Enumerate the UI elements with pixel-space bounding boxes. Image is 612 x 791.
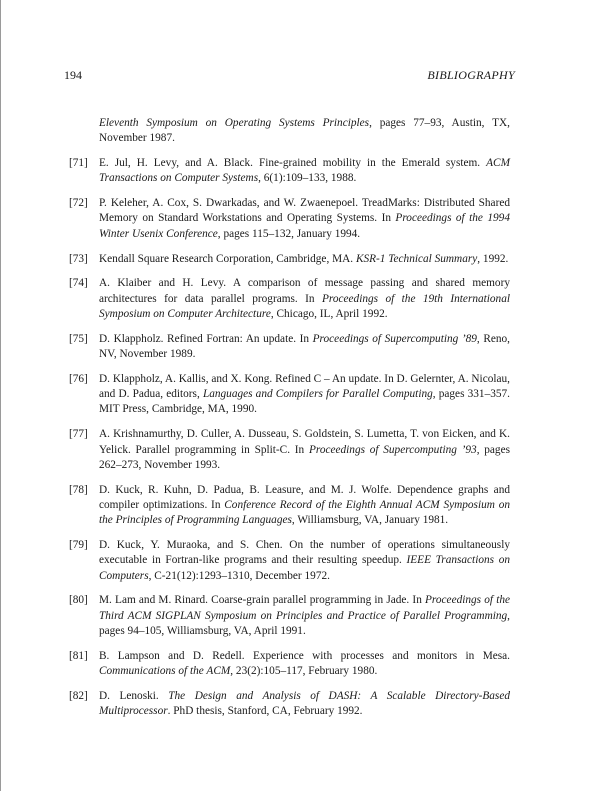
entry-label: [73]	[69, 252, 88, 265]
running-title: BIBLIOGRAPHY	[427, 68, 515, 82]
entry-details: , Reno, NV, November 1989.	[99, 332, 510, 361]
page-number: 194	[64, 68, 82, 82]
entry-venue: Languages and Compilers for Parallel Computing	[202, 388, 433, 401]
entry-venue: The Design and Analysis of DASH: A Scalable Directory-Based Multiprocessor	[99, 689, 510, 718]
entry-authors-title: A. Krishnamurthy, D. Culler, A. Dusseau, S. Goldstein, S. Lumetta, T. von Eicken, and K. Yelick. Parallel programming in Split-C. In	[99, 428, 510, 456]
continued-entry	[69, 116, 510, 147]
entry-venue: Conference Record of the Eighth Annual ACM Symposium on the Principles of Programming Languages	[99, 498, 510, 527]
entry-venue: Proceedings of the Third ACM SIGPLAN Symposium on Principles and Practice of Parallel Programming	[99, 594, 510, 622]
bib-entry-71	[69, 156, 510, 187]
bib-entry-81	[69, 649, 510, 680]
entry-details: , pages 331–357. MIT Press, Cambridge, MA, 1990.	[99, 388, 510, 416]
entry-details: , Chicago, IL, April 1992.	[270, 307, 388, 320]
entry-details: , pages 94–105, Williamsburg, VA, April 1991.	[99, 609, 510, 638]
entry-details: , 23(2):105–117, February 1980.	[230, 665, 378, 678]
bib-entry-79	[69, 538, 510, 584]
entry-details: , 1992.	[477, 252, 509, 265]
entry-authors-title: D. Kuck, Y. Muraoka, and S. Chen. On the number of operations simultaneously executable in Fortran-like programs and their resulting speedup.	[99, 539, 510, 567]
entry-venue: IEEE Transactions on Computers	[99, 554, 510, 582]
entry-authors-title: D. Lenoski.	[99, 689, 169, 702]
bib-entry-76	[69, 372, 510, 418]
bib-entry-77	[69, 427, 510, 473]
entry-venue: Proceedings of the 19th International Symposium on Computer Architecture	[99, 292, 510, 320]
entry-authors-title: Kendall Square Research Corporation, Cambridge, MA.	[99, 252, 356, 265]
bib-entry-80	[69, 593, 510, 639]
entry-venue: ACM Transactions on Computer Systems	[99, 157, 510, 185]
bib-entry-72	[69, 196, 510, 242]
entry-label: [74]	[69, 277, 88, 290]
bib-entry-82	[69, 689, 510, 720]
entry-label: [75]	[69, 332, 88, 345]
entry-details: , pages 262–273, November 1993.	[99, 443, 510, 471]
entry-venue: Proceedings of Supercomputing ’89	[312, 332, 477, 345]
entry-label: [79]	[69, 539, 88, 552]
entry-label: [77]	[69, 428, 88, 441]
bib-entry-74	[69, 276, 510, 322]
entry-authors-title: A. Klaiber and H. Levy. A comparison of message passing and shared memory architectures for data parallel programs. In	[99, 277, 510, 305]
entry-authors-title: B. Lampson and D. Redell. Experience with processes and monitors in Mesa.	[99, 649, 510, 662]
entry-authors-title: E. Jul, H. Levy, and A. Black. Fine-grained mobility in the Emerald system.	[99, 157, 487, 170]
entry-label: [72]	[69, 197, 88, 210]
entry-label: [80]	[69, 594, 88, 607]
entry-label: [81]	[69, 649, 88, 662]
entry-venue: Communications of the ACM	[99, 665, 231, 678]
bibliography-list	[69, 116, 510, 729]
entry-label: [71]	[69, 157, 88, 170]
entry-details: , Williamsburg, VA, January 1981.	[291, 514, 449, 527]
entry-details: . PhD thesis, Stanford, CA, February 1992.	[167, 705, 363, 718]
entry-venue: Proceedings of the 1994 Winter Usenix Conference	[99, 212, 510, 240]
page-edge-line	[0, 0, 1, 791]
entry-venue: KSR-1 Technical Summary	[355, 252, 478, 265]
entry-authors-title: M. Lam and M. Rinard. Coarse-grain parallel programming in Jade. In	[99, 594, 426, 607]
entry-authors-title: D. Klappholz, A. Kallis, and X. Kong. Refined C – An update. In D. Gelernter, A. Nicolau, and D. Padua, editors,	[99, 372, 510, 401]
entry-authors-title: D. Kuck, R. Kuhn, D. Padua, B. Leasure, and M. J. Wolfe. Dependence graphs and compiler optimizations. In	[99, 483, 510, 511]
continued-entry-title: Eleventh Symposium on Operating Systems Principles	[99, 117, 370, 129]
entry-authors-title: D. Klappholz. Refined Fortran: An update. In	[99, 332, 313, 345]
bib-entry-75	[69, 332, 510, 363]
entry-details: , C-21(12):1293–1310, December 1972.	[148, 569, 330, 582]
entry-venue: Proceedings of Supercomputing ’93	[308, 443, 477, 456]
entry-authors-title: P. Keleher, A. Cox, S. Dwarkadas, and W. Zwaenepoel. TreadMarks: Distributed Shared Memory on Standard Workstations and Operating Systems. In	[99, 197, 510, 225]
entry-label: [78]	[69, 483, 88, 496]
entry-label: [76]	[69, 372, 88, 385]
bib-entry-78	[69, 483, 510, 529]
continued-entry-details: , pages 77–93, Austin, TX, November 1987.	[99, 117, 510, 145]
entry-details: , pages 115–132, January 1994.	[217, 227, 361, 240]
bib-entry-73	[69, 252, 510, 267]
entry-label: [82]	[69, 689, 88, 702]
entry-details: , 6(1):109–133, 1988.	[258, 172, 357, 185]
